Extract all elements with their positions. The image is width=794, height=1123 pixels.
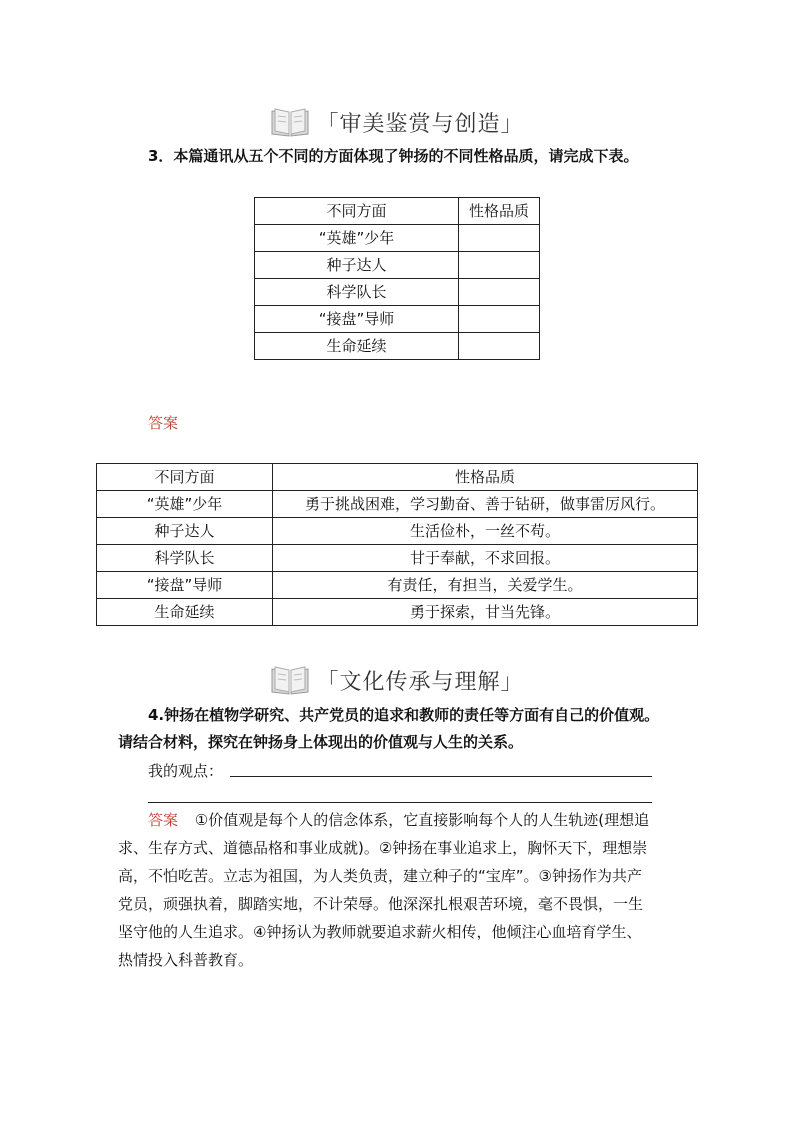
answer-line[interactable]: [148, 802, 652, 803]
question-4-line-1: 4.钟扬在植物学研究、共产党员的追求和教师的责任等方面有自己的价值观。: [148, 706, 660, 724]
table-row: [97, 491, 698, 518]
table-cell-quality: 有责任，有担当，关爱学生。: [273, 572, 698, 599]
table-row: [255, 252, 540, 279]
table-row: [97, 545, 698, 572]
answer-label: 答案: [148, 811, 179, 829]
table-cell-blank: [459, 225, 540, 252]
table-cell-aspect: 种子达人: [97, 518, 273, 545]
my-opinion-prompt: 我的观点：: [148, 762, 224, 780]
table-row: [255, 306, 540, 333]
table-cell-aspect: “接盘”导师: [97, 572, 273, 599]
table-header-row: [97, 464, 698, 491]
table-header-aspect: 不同方面: [97, 464, 273, 491]
table-row: [255, 333, 540, 360]
table-cell-blank: [459, 279, 540, 306]
table-cell-aspect: 种子达人: [255, 252, 459, 279]
table-row: [97, 572, 698, 599]
answer-4-text: 求、生存方式、道德品格和事业成就)。②钟扬在事业追求上，胸怀天下，理想崇: [118, 839, 648, 857]
table-cell-quality: 勇于挑战困难，学习勤奋、善于钻研，做事雷厉风行。: [273, 491, 698, 518]
table-cell-aspect: 科学队长: [97, 545, 273, 572]
answer-line[interactable]: [230, 776, 652, 777]
question-3-table: [254, 197, 540, 360]
table-cell-aspect: “英雄”少年: [97, 491, 273, 518]
answer-3-table: [96, 463, 698, 626]
section-header-aesthetic: [0, 104, 794, 140]
answer-4-text: 高，不怕吃苦。立志为祖国，为人类负责，建立种子的“宝库”。③钟扬作为共产: [118, 867, 642, 885]
table-row: [255, 225, 540, 252]
answer-4-text: ①价值观是每个人的信念体系，它直接影响每个人的人生轨迹(理想追: [194, 811, 650, 829]
table-row: [255, 279, 540, 306]
answer-4-text: 坚守他的人生追求。④钟扬认为教师就要追求薪火相传，他倾注心血培育学生、: [118, 923, 642, 941]
answer-4-text: 热情投入科普教育。: [118, 951, 254, 969]
table-cell-aspect: “英雄”少年: [255, 225, 459, 252]
table-cell-aspect: 科学队长: [255, 279, 459, 306]
answer-4-first-line: [148, 806, 688, 834]
table-cell-aspect: 生命延续: [97, 599, 273, 626]
table-cell-quality: 勇于探索，甘当先锋。: [273, 599, 698, 626]
table-header-row: [255, 198, 540, 225]
question-4-line-2: 请结合材料，探究在钟扬身上体现出的价值观与人生的关系。: [118, 733, 524, 751]
table-row: [97, 599, 698, 626]
table-header-quality: 性格品质: [459, 198, 540, 225]
section-title: 「审美鉴赏与创造」: [316, 111, 524, 137]
question-3: 3．本篇通讯从五个不同的方面体现了钟扬的不同性格品质，请完成下表。: [148, 147, 639, 165]
open-book-icon: [270, 107, 310, 137]
table-cell-aspect: “接盘”导师: [255, 306, 459, 333]
table-cell-blank: [459, 333, 540, 360]
table-cell-blank: [459, 306, 540, 333]
table-header-quality: 性格品质: [273, 464, 698, 491]
table-row: [97, 518, 698, 545]
table-cell-quality: 生活俭朴，一丝不苟。: [273, 518, 698, 545]
section-title: 「文化传承与理解」: [316, 669, 524, 695]
table-cell-blank: [459, 252, 540, 279]
table-header-aspect: 不同方面: [255, 198, 459, 225]
answer-label: 答案: [148, 414, 179, 432]
table-cell-quality: 甘于奉献，不求回报。: [273, 545, 698, 572]
open-book-icon: [270, 665, 310, 695]
table-cell-aspect: 生命延续: [255, 333, 459, 360]
section-header-culture: [0, 662, 794, 698]
answer-4-text: 党员，顽强执着，脚踏实地，不计荣辱。他深深扎根艰苦环境，毫不畏惧，一生: [118, 895, 644, 913]
